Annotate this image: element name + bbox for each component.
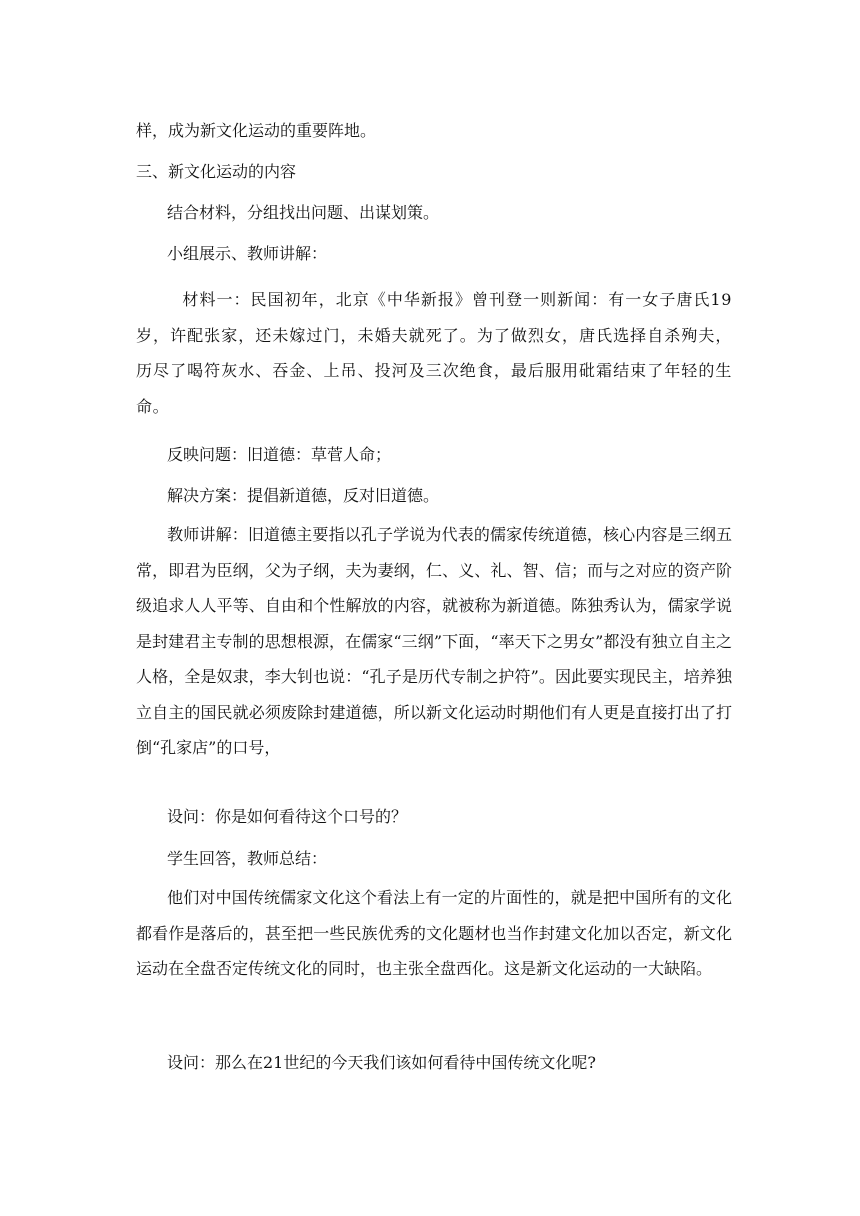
paragraph-continuation: 样，成为新文化运动的重要阵地。 — [136, 121, 377, 140]
paragraph-teacher-explain — [136, 517, 732, 766]
paragraph-group-task: 结合材料，分组找出问题、出谋划策。 — [167, 203, 440, 222]
paragraph-question-1: 设问：你是如何看待这个口号的？ — [167, 807, 408, 826]
teacher-explain-text: 教师讲解：旧道德主要指以孔子学说为代表的儒家传统道德，核心内容是三纲五常，即君为臣纲，父为子纲，夫为妻纲，仁、义、礼、智、信；而与之对应的资产阶级追求人人平等、自由和个性解放的内容，就被称为新道德。陈独秀认为，儒家学说是封建君主专制的思想根源，在儒家“三纲”下面，“率天下之男女”都没有独立自主之人格，全是奴隶，李大钊也说：“孔子是历代专制之护符”。因此要实现民主，培养独立自主的国民就必须废除封建道德，所以新文化运动时期他们有人更是直接打出了打倒“孔家店”的口号， — [136, 525, 732, 757]
paragraph-material-1 — [136, 282, 732, 424]
paragraph-group-show: 小组展示、教师讲解： — [167, 244, 328, 263]
paragraph-summary — [136, 880, 732, 987]
paragraph-student-answer: 学生回答，教师总结： — [167, 849, 328, 868]
paragraph-problem: 反映问题：旧道德：草菅人命； — [167, 445, 392, 464]
material-1-text: 材料一：民国初年，北京《中华新报》曾刊登一则新闻：有一女子唐氏19岁，许配张家，还未嫁过门，未婚夫就死了。为了做烈女，唐氏选择自杀殉夫，历尽了喝符灰水、吞金、上吊、投河及三次绝食，最后服用砒霜结束了年轻的生命。 — [136, 290, 732, 416]
summary-text: 他们对中国传统儒家文化这个看法上有一定的片面性的，就是把中国所有的文化都看作是落后的，甚至把一些民族优秀的文化题材也当作封建文化加以否定，新文化运动在全盘否定传统文化的同时，也主张全盘西化。这是新文化运动的一大缺陷。 — [136, 888, 732, 978]
section-heading: 三、新文化运动的内容 — [136, 162, 297, 181]
paragraph-question-2: 设问：那么在21世纪的今天我们该如何看待中国传统文化呢? — [167, 1053, 596, 1072]
paragraph-solution: 解决方案：提倡新道德，反对旧道德。 — [167, 486, 440, 505]
